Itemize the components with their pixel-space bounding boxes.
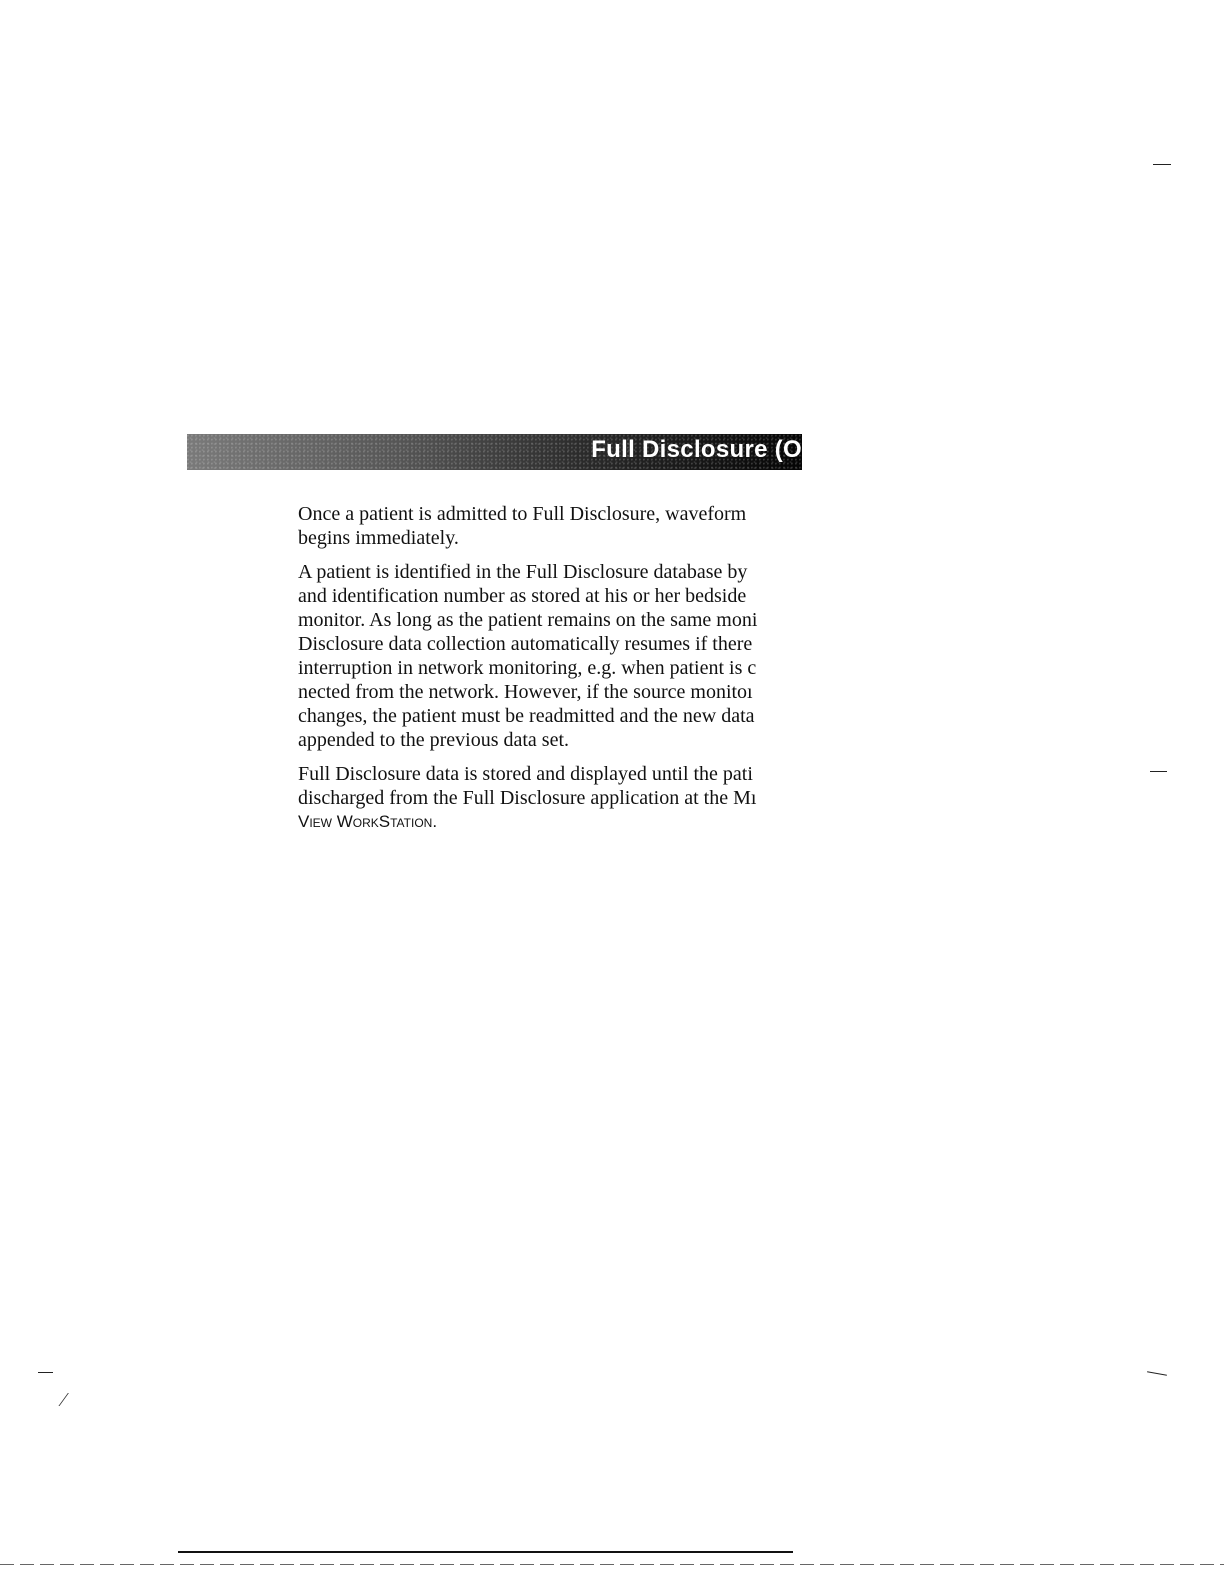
paragraph-identification: A patient is identified in the Full Disclosure database by and identification number as stored at his or her bedside monitor. As long as the patient remains on the same moni Disclosure data collection automatically resumes if there interruption in network monitoring, e.g. when patient is c nected from the network. However, if the source monitoı changes, the patient must be readmitted and the new data appended to the previous data set. [298, 561, 758, 751]
margin-mark-bottom-left [38, 1372, 53, 1373]
scan-artifact-glyph: ⁄ [62, 1389, 66, 1411]
margin-mark-mid-right [1150, 771, 1167, 772]
section-title: Full Disclosure (O [591, 436, 802, 463]
product-name-line: View WorkStation. [298, 812, 438, 831]
footer-rule [178, 1551, 793, 1553]
section-header-bar [187, 434, 802, 470]
paragraph-storage: Full Disclosure data is stored and displayed until the pati discharged from the Full Disclosure application at the Mı [298, 763, 757, 809]
margin-mark-bottom-right [1147, 1371, 1167, 1375]
body-text [298, 502, 802, 844]
margin-mark-top-right [1153, 164, 1171, 165]
paragraph-admission: Once a patient is admitted to Full Disclosure, waveform begins immediately. [298, 503, 747, 549]
scan-edge [0, 1564, 1224, 1565]
